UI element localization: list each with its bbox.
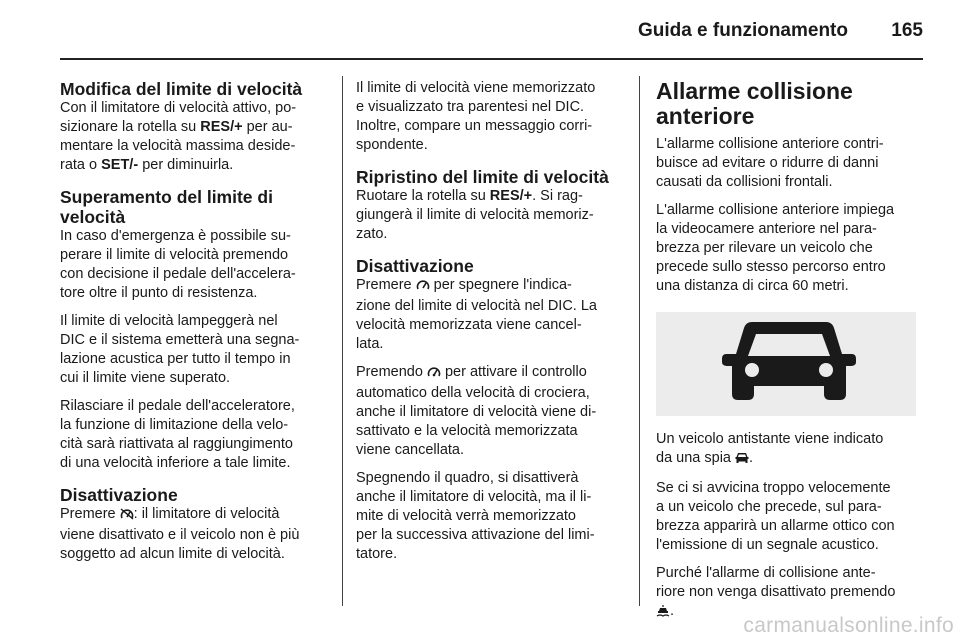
paragraph-superamento-1: In caso d'emergenza è possibile su- perare il limite di velocità premendo con decisione il pedale dell'accelera- tore oltre il punto di resistenza. [60,228,296,301]
heading-allarme-collisione: Allarme collisione anteriore [656,78,853,129]
paragraph-disattivazione-2b: Premendo per attivare il controllo automatico della velocità di crociera, anche il limitatore di velocità viene di- sattivato e la velocità memorizzata viene cancellata. [356,364,597,458]
vehicle-ahead-icon [735,451,749,470]
heading-modifica-limite: Modifica del limite di velocità [60,79,303,99]
paragraph-allarme-3: Un veicolo antistante viene indicato da una spia . [656,430,926,470]
cruise-control-icon [427,365,441,384]
paragraph-disattivazione-2c: Spegnendo il quadro, si disattiverà anche il limitatore di velocità, ma il li- mite di velocità verrà memorizzato per la successiva attivazione del limi- tatore. [356,470,595,562]
page-number: 165 [891,20,923,41]
paragraph-superamento-3: Rilasciare il pedale dell'acceleratore, la funzione di limitazione della velo- cità sarà riattivata al raggiungimento di una velocità inferiore a tale limite. [60,398,295,471]
header-rule [60,58,923,60]
paragraph-superamento-2: Il limite di velocità lampeggerà nel DIC e il sistema emetterà una segna- lazione acustica per tutto il tempo in cui il limite viene superato. [60,313,300,386]
column-3 [656,79,926,632]
paragraph-modifica-limite: Con il limitatore di velocità attivo, po- sizionare la rotella su RES/+ per au- mentare la velocità massima deside- rata o SET/- per diminuirla. [60,100,297,173]
heading-disattivazione-1: Disattivazione [60,485,178,505]
heading-superamento-limite: Superamento del limite di velocità [60,187,273,227]
heading-disattivazione-2: Disattivazione [356,256,474,276]
column-1 [60,79,335,573]
paragraph-ripristino: Ruotare la rotella su RES/+. Si rag- giungerà il limite di velocità memoriz- zato. [356,188,594,242]
vehicle-ahead-icon [714,314,864,414]
paragraph-allarme-5: Purché l'allarme di collisione ante- riore non venga disattivato premendo . [656,564,926,623]
paragraph-allarme-1: L'allarme collisione anteriore contri- buisce ad evitare o ridurre di danni causati da collisioni frontali. [656,136,884,190]
column-divider-1 [342,76,343,606]
vehicle-ahead-figure [656,312,916,416]
paragraph-memorizzato: Il limite di velocità viene memorizzato e visualizzato tra parentesi nel DIC. Inoltre, compare un messaggio corri- spondente. [356,80,596,153]
speed-limiter-cancel-icon [120,507,134,526]
paragraph-disattivazione-2a: Premere per spegnere l'indica- zione del limite di velocità nel DIC. La velocità memorizzata viene cancel- lata. [356,277,597,352]
heading-ripristino-limite: Ripristino del limite di velocità [356,167,609,187]
paragraph-allarme-2: L'allarme collisione anteriore impiega la videocamere anteriore nel para- brezza per rilevare un veicolo che precede sullo stesso percorso entro una distanza di circa 60 metri. [656,202,895,294]
watermark: carmanualsonline.info [743,614,954,637]
speed-limiter-icon [416,278,430,297]
column-divider-2 [639,76,640,606]
column-2 [356,79,634,573]
collision-alert-icon [656,604,670,623]
paragraph-allarme-4: Se ci si avvicina troppo velocemente a un veicolo che precede, sul para- brezza apparirà un allarme ottico con l'emissione di un segnale acustico. [656,480,895,553]
paragraph-disattivazione-1: Premere : il limitatore di velocità viene disattivato e il veicolo non è più soggetto ad alcun limite di velocità. [60,506,300,562]
header-title: Guida e funzionamento [637,20,848,41]
